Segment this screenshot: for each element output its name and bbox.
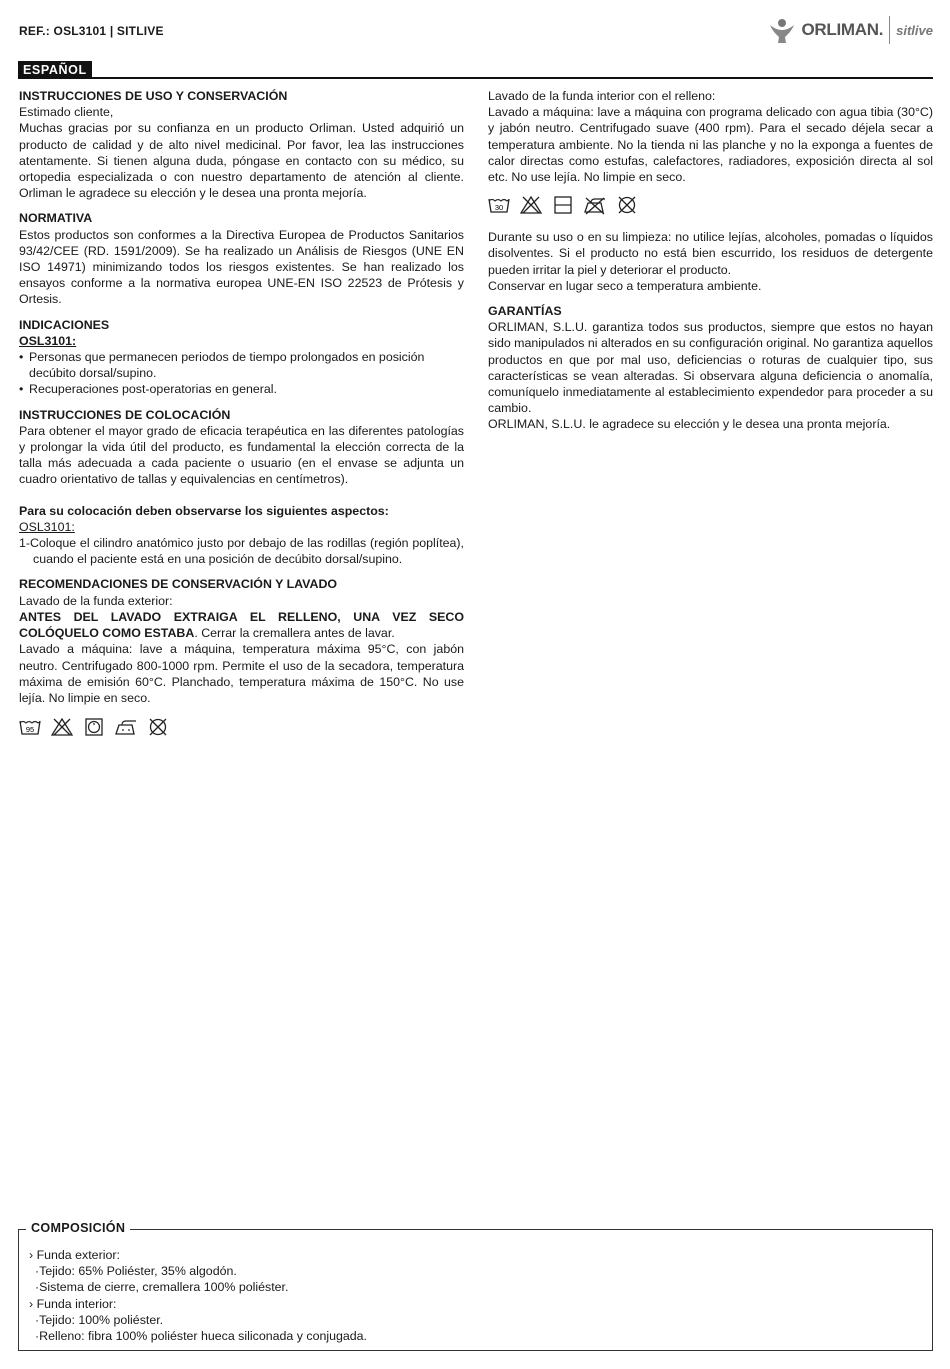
warning-tail: . Cerrar la cremallera antes de lavar. <box>194 626 395 641</box>
model-reference: OSL3101: <box>19 333 77 348</box>
section-title: INSTRUCCIONES DE COLOCACIÓN <box>19 407 231 422</box>
right-column <box>488 88 933 442</box>
composition-line: ·Tejido: 65% Poliéster, 35% algodón. <box>35 1264 237 1279</box>
section-title: RECOMENDACIONES DE CONSERVACIÓN Y LAVADO <box>19 577 338 592</box>
section-body: Para obtener el mayor grado de eficacia terapéutica en las diferentes patologías y prolongar la vida útil del producto, es fundamental la elección correcta de la talla más adecuada a cada paciente o usuario (en el envase se adjunta un cuadro orientativo de tallas y equivalencias en centímetros). <box>19 423 464 487</box>
subheading: Lavado de la funda exterior: <box>19 593 173 608</box>
section-title: NORMATIVA <box>19 211 93 226</box>
logo-divider <box>889 16 890 44</box>
closing-note: ORLIMAN, S.L.U. le agradece su elección y le desea una pronta mejoría. <box>488 417 891 432</box>
orliman-figure-icon <box>767 15 797 45</box>
no-dry-clean-icon <box>616 195 638 215</box>
section-placement <box>19 407 464 488</box>
composition-line: › Funda exterior: <box>29 1248 120 1262</box>
section-inner-cover-washing <box>488 88 933 215</box>
section-care-washing <box>19 576 464 737</box>
composition-title: COMPOSICIÓN <box>26 1221 130 1235</box>
dry-flat-icon <box>552 195 574 215</box>
no-bleach-icon <box>520 195 542 215</box>
wash-tub-icon <box>19 717 41 737</box>
section-usage-instructions <box>19 88 464 201</box>
section-title: Para su colocación deben observarse los siguientes aspectos: <box>19 503 389 518</box>
wash-tub-icon <box>488 195 510 215</box>
section-body: Durante su uso o en su limpieza: no utilice lejías, alcoholes, pomadas o líquidos disolventes. Si el producto no está bien escurrido, los residuos de detergente pueden irritar la piel y deteriorar el producto. <box>488 230 933 277</box>
care-symbols-outer <box>19 717 464 737</box>
language-label: ESPAÑOL <box>18 61 92 79</box>
subheading: Lavado de la funda interior con el relleno: <box>488 89 716 103</box>
section-body: ORLIMAN, S.L.U. garantiza todos sus productos, siempre que estos no hayan sido manipulados ni alterados en su configuración original. No garantiza aquellos productos en que por mal uso, deficiencias o roturas de cualquier tipo, sus características se vean alteradas. Si observara alguna deficiencia o anomalía, comuníquelo inmediatamente al establecimiento expendedor para proceder a su cambio. <box>488 320 933 416</box>
section-placement-aspects <box>19 503 464 568</box>
model-reference: OSL3101: <box>19 519 75 534</box>
section-body: Estos productos son conformes a la Directiva Europea de Productos Sanitarios 93/42/CEE (RD. 1591/2009). Se ha realizado un Análisis de Riesgos (UNE EN ISO 14971) minimizando todos los riesgos existentes. Se han realizado los ensayos conforme a la normativa europea UNE-EN ISO 22523 de Prótesis y Ortesis. <box>19 227 464 307</box>
wash-warning <box>19 609 464 641</box>
left-column <box>19 88 464 749</box>
no-dry-clean-icon <box>147 717 169 737</box>
indications-list <box>19 349 464 398</box>
logo-sub-brand: sitlive <box>896 22 933 38</box>
composition-list <box>29 1247 367 1344</box>
wash-temp-label: 30 <box>494 203 504 213</box>
section-title: INSTRUCCIONES DE USO Y CONSERVACIÓN <box>19 89 288 103</box>
section-body: Lavado a máquina: lave a máquina, temperatura máxima 95°C, con jabón neutro. Centrifugado 800-1000 rpm. Permite el uso de la secadora, temperatura máxima de emisión 60°C. Planchado, temperatura máxima de 150°C. No use lejía. No limpie en seco. <box>19 642 464 705</box>
language-bar <box>18 61 933 79</box>
section-body: Lavado a máquina: lave a máquina con programa delicado con agua tibia (30°C) y jabón neutro. Centrifugado suave (400 rpm). Para el secado déjela secar a temperatura ambiente. No la tienda ni las planche y no la exponga a fuentes de calor directas como estufas, calefactores, radiadores, exposición directa al sol etc. No use lejía. No limpie en seco. <box>488 105 933 185</box>
iron-icon <box>115 717 137 737</box>
composition-line: ·Relleno: fibra 100% poliéster hueca siliconada y conjugada. <box>35 1329 368 1344</box>
numbered-step: 1-Coloque el cilindro anatómico justo por debajo de las rodillas (región poplítea), cuando el paciente está en una posición de decúbito dorsal/supino. <box>19 536 464 567</box>
warning-caps: ANTES DEL LAVADO EXTRAIGA EL RELLENO, UNA VEZ SECO COLÓQUELO COMO ESTABA <box>19 609 464 641</box>
section-title: GARANTÍAS <box>488 304 562 319</box>
care-symbols-inner <box>488 195 933 215</box>
list-item: • Personas que permanecen periodos de tiempo prolongados en posición decúbito dorsal/supino. <box>19 349 464 381</box>
section-warranty <box>488 303 933 433</box>
no-iron-icon <box>584 195 606 215</box>
section-indications <box>19 317 464 398</box>
product-reference: REF.: OSL3101 | SITLIVE <box>19 24 164 38</box>
composition-line: › Funda interior: <box>29 1296 117 1311</box>
logo-brand-text: ORLIMAN. <box>801 20 884 39</box>
section-body: Muchas gracias por su confianza en un producto Orliman. Usted adquirió un producto de calidad y de alto nivel medicinal. Por favor, lea las instrucciones atentamente. Si tienen alguna duda, póngase en contacto con su médico, su ortopedia especializada o con nuestro departamento de atención al cliente. Orliman le agradece su elección y le desea una pronta mejoría. <box>19 121 464 201</box>
section-regulations <box>19 210 464 307</box>
composition-line: ·Sistema de cierre, cremallera 100% poliéster. <box>35 1280 289 1295</box>
no-bleach-icon <box>51 717 73 737</box>
brand-logo <box>767 12 933 48</box>
composition-line: ·Tejido: 100% poliéster. <box>35 1312 164 1327</box>
greeting: Estimado cliente, <box>19 105 114 120</box>
composition-box <box>18 1221 933 1351</box>
list-item: • Recuperaciones post-operatorias en general. <box>19 381 464 397</box>
storage-note: Conservar en lugar seco a temperatura ambiente. <box>488 278 762 293</box>
section-use-cleaning <box>488 229 933 294</box>
section-title: INDICACIONES <box>19 317 110 332</box>
wash-temp-label: 95 <box>25 725 35 735</box>
tumble-dry-icon <box>83 717 105 737</box>
